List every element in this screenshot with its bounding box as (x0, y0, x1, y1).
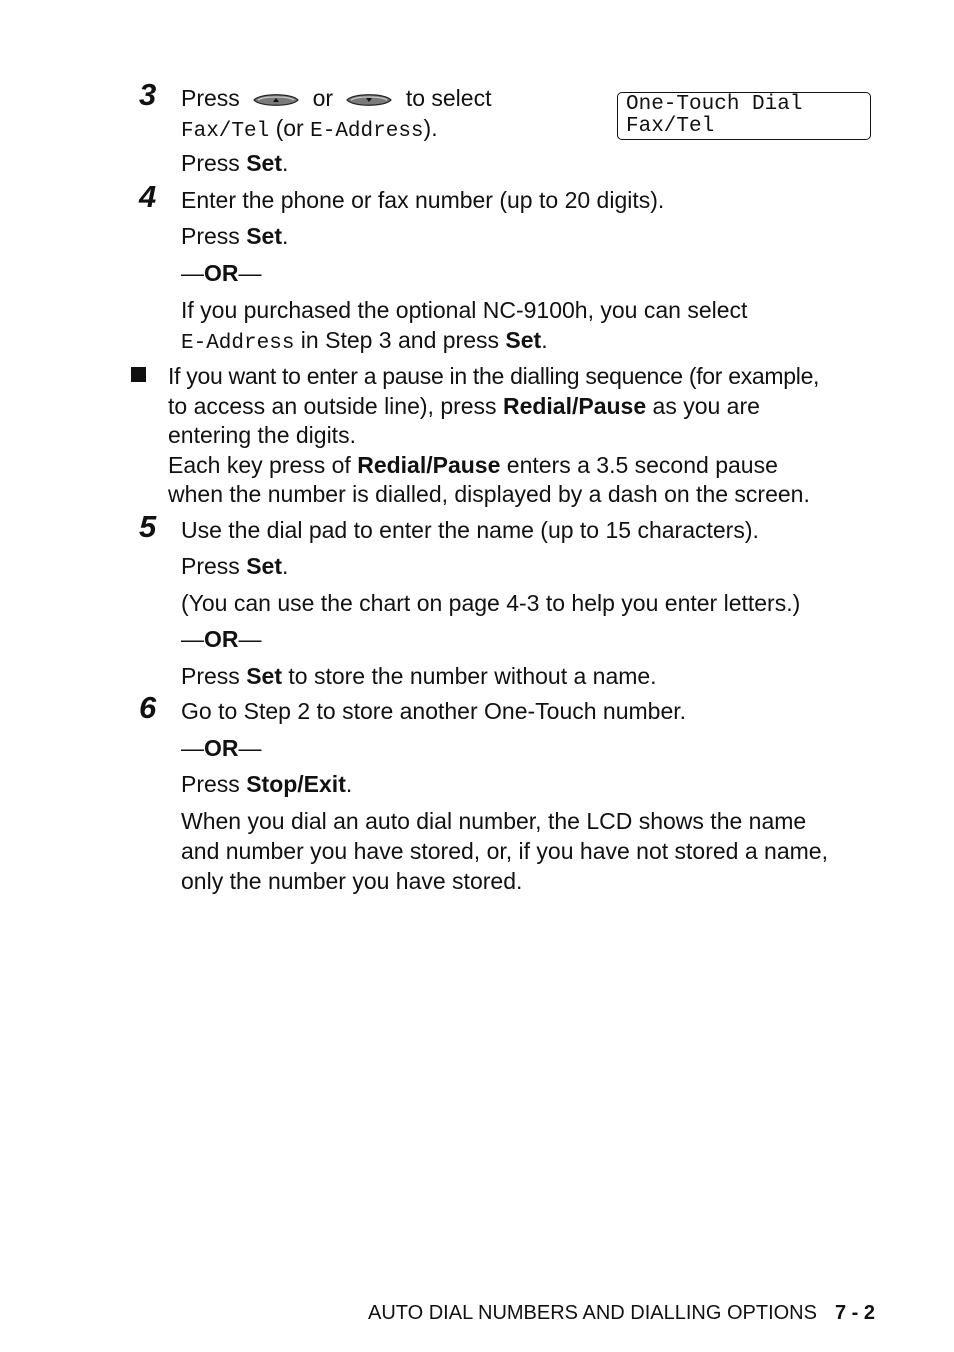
set-key-label: Set (246, 150, 282, 176)
note-text: Each key press of (168, 452, 358, 478)
period: . (281, 150, 289, 176)
note-text: to access an outside line), press (168, 393, 503, 419)
note-line-2 (168, 391, 760, 421)
page-footer (368, 1300, 875, 1326)
step3-press-set (181, 148, 288, 178)
dash: — (181, 735, 204, 761)
step3-close: ). (423, 115, 438, 141)
lcd-line-2: Fax/Tel (626, 115, 715, 138)
step3-to-select-text: to select (405, 85, 492, 111)
down-arrow-key-icon (345, 85, 393, 115)
step5-alt-line (181, 661, 657, 691)
step5-chart-note: (You can use the chart on page 4-3 to help you enter letters.) (181, 590, 801, 616)
step4-alt-line1: If you purchased the optional NC-9100h, you can select (181, 297, 748, 323)
note-text: as you are (646, 393, 760, 419)
dash: — (181, 626, 204, 652)
note-text: enters a 3.5 second pause (500, 452, 778, 478)
redial-pause-key-label: Redial/Pause (502, 393, 647, 419)
press-text: Press (181, 771, 247, 797)
or-label: OR (204, 626, 239, 652)
note-line-5: when the number is dialled, displayed by a dash on the screen. (168, 481, 810, 507)
period: . (541, 327, 548, 353)
or-label: OR (204, 260, 239, 286)
step3-line2 (181, 113, 438, 147)
note-bullet-icon (131, 367, 146, 382)
or-separator (181, 733, 262, 763)
lcd-line-1: One-Touch Dial (626, 93, 803, 116)
up-arrow-key-icon (252, 85, 300, 115)
step4-alt-line2 (181, 325, 548, 359)
note-line-4 (168, 450, 778, 480)
step-number: 4 (139, 179, 157, 214)
period: . (281, 553, 289, 579)
step4-press-set (181, 221, 288, 251)
dash: — (181, 260, 204, 286)
lcd-display (617, 92, 871, 140)
e-address-option: E-Address (310, 120, 424, 143)
alt-mid-text: in Step 3 and press (294, 327, 506, 353)
set-key-label: Set (505, 327, 542, 353)
step5-press-set (181, 551, 288, 581)
stop-exit-key-label: Stop/Exit (246, 771, 346, 797)
dash: — (238, 735, 262, 761)
e-address-option: E-Address (181, 332, 295, 355)
page-number: 7 - 2 (834, 1302, 875, 1324)
dash: — (238, 260, 262, 286)
note-line-3: entering the digits. (168, 422, 356, 448)
footer-section-title: AUTO DIAL NUMBERS AND DIALLING OPTIONS (367, 1302, 817, 1324)
step3-line1 (181, 83, 491, 115)
period: . (281, 223, 289, 249)
dash: — (238, 626, 262, 652)
step6-press-stop (181, 769, 352, 799)
step-number: 3 (139, 77, 157, 112)
step4-line1: Enter the phone or fax number (up to 20 digits). (181, 187, 665, 213)
step6-info-1: When you dial an auto dial number, the LCD shows the name (181, 808, 807, 834)
step5-line1: Use the dial pad to enter the name (up to 15 characters). (181, 517, 759, 543)
step-number: 5 (139, 509, 157, 544)
redial-pause-key-label: Redial/Pause (357, 452, 501, 478)
note-line-1: If you want to enter a pause in the dialling sequence (for example, (168, 363, 820, 389)
period: . (345, 771, 353, 797)
step3-or-text: or (312, 85, 334, 111)
step6-line1: Go to Step 2 to store another One-Touch number. (181, 698, 687, 724)
set-key-label: Set (246, 223, 282, 249)
step6-info-3: only the number you have stored. (181, 868, 523, 894)
step3-or-open: (or (269, 115, 311, 141)
press-text: Press (181, 223, 247, 249)
step-number: 6 (139, 690, 157, 725)
step6-info-2: and number you have stored, or, if you have not stored a name, (181, 838, 828, 864)
step3-press-text: Press (181, 85, 240, 111)
set-key-label: Set (246, 663, 282, 689)
alt-text: to store the number without a name. (281, 663, 657, 689)
press-text: Press (181, 663, 247, 689)
press-text: Press (181, 150, 247, 176)
or-separator (181, 258, 262, 288)
or-separator (181, 624, 262, 654)
press-text: Press (181, 553, 247, 579)
or-label: OR (204, 735, 239, 761)
set-key-label: Set (246, 553, 282, 579)
fax-tel-option: Fax/Tel (181, 120, 270, 143)
